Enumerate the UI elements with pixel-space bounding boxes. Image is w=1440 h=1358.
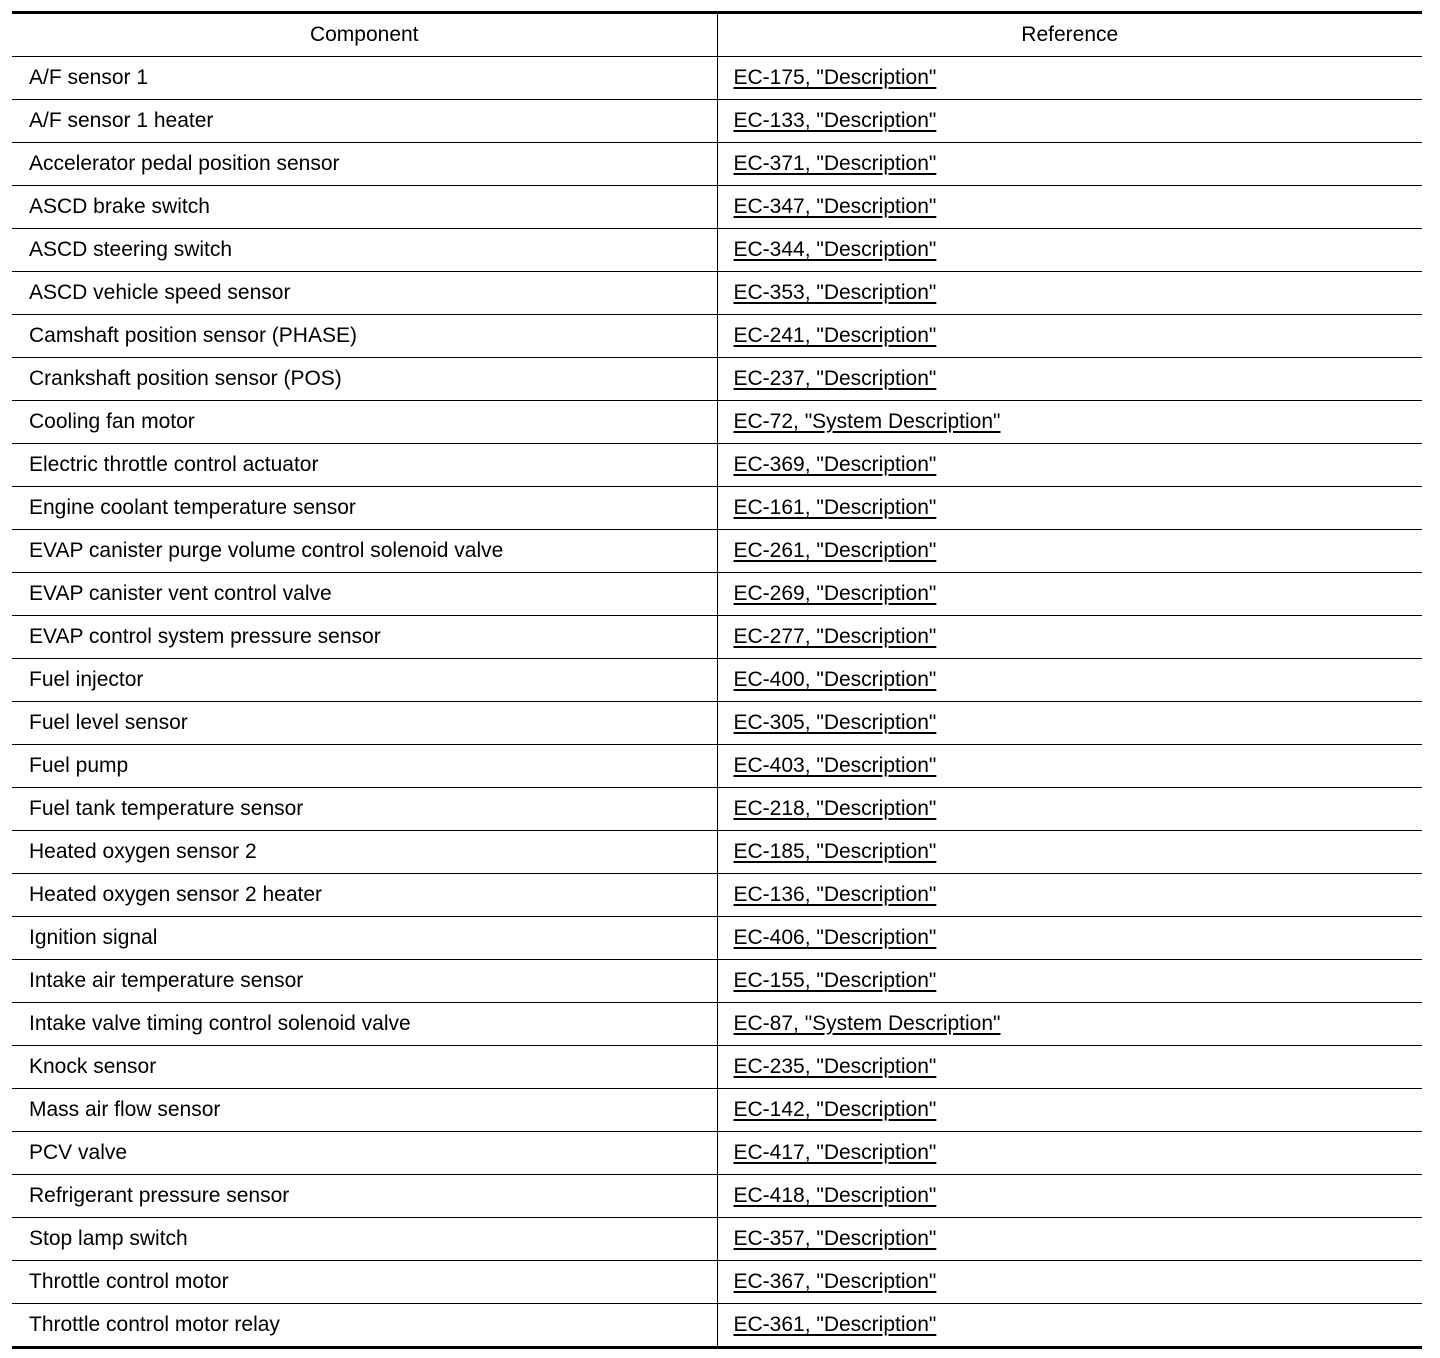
component-cell: Knock sensor [12,1046,717,1089]
reference-link[interactable]: EC-218, "Description" [733,797,937,820]
reference-link[interactable]: EC-72, "System Description" [733,410,1001,433]
reference-cell [717,272,1422,315]
component-cell: Crankshaft position sensor (POS) [12,358,717,401]
reference-cell [717,573,1422,616]
component-cell: Ignition signal [12,917,717,960]
reference-link[interactable]: EC-277, "Description" [733,625,937,648]
table-row [12,1175,1422,1218]
table-row [12,960,1422,1003]
table-row [12,874,1422,917]
reference-link[interactable]: EC-403, "Description" [733,754,937,777]
reference-cell [717,401,1422,444]
table-row [12,229,1422,272]
reference-cell [717,358,1422,401]
component-cell: Fuel level sensor [12,702,717,745]
component-cell: Intake valve timing control solenoid valve [12,1003,717,1046]
component-cell: ASCD steering switch [12,229,717,272]
reference-link[interactable]: EC-133, "Description" [733,109,937,132]
component-cell: EVAP canister purge volume control solenoid valve [12,530,717,573]
reference-link[interactable]: EC-357, "Description" [733,1227,937,1250]
reference-cell [717,143,1422,186]
reference-cell [717,831,1422,874]
component-cell: Accelerator pedal position sensor [12,143,717,186]
table-row [12,272,1422,315]
component-cell: Mass air flow sensor [12,1089,717,1132]
component-reference-table [12,11,1422,1349]
reference-link[interactable]: EC-269, "Description" [733,582,937,605]
table-row [12,444,1422,487]
table-row [12,573,1422,616]
reference-cell [717,960,1422,1003]
component-reference-table-container [12,11,1422,1349]
table-row [12,401,1422,444]
component-cell: A/F sensor 1 [12,57,717,100]
component-cell: ASCD brake switch [12,186,717,229]
component-cell: Stop lamp switch [12,1218,717,1261]
reference-cell [717,1089,1422,1132]
reference-cell [717,186,1422,229]
table-row [12,186,1422,229]
component-cell: Refrigerant pressure sensor [12,1175,717,1218]
reference-link[interactable]: EC-87, "System Description" [733,1012,1001,1035]
component-cell: PCV valve [12,1132,717,1175]
reference-cell [717,1261,1422,1304]
table-row [12,1132,1422,1175]
table-row [12,530,1422,573]
reference-link[interactable]: EC-136, "Description" [733,883,937,906]
table-row [12,917,1422,960]
reference-cell [717,444,1422,487]
table-row [12,1261,1422,1304]
column-header-component: Component [12,13,717,57]
reference-link[interactable]: EC-353, "Description" [733,281,937,304]
table-row [12,100,1422,143]
reference-link[interactable]: EC-185, "Description" [733,840,937,863]
table-row [12,57,1422,100]
reference-cell [717,530,1422,573]
reference-link[interactable]: EC-155, "Description" [733,969,937,992]
reference-link[interactable]: EC-418, "Description" [733,1184,937,1207]
component-cell: Fuel tank temperature sensor [12,788,717,831]
reference-cell [717,229,1422,272]
reference-link[interactable]: EC-417, "Description" [733,1141,937,1164]
table-body [12,57,1422,1348]
component-cell: Fuel injector [12,659,717,702]
component-cell: Throttle control motor [12,1261,717,1304]
table-row [12,1304,1422,1348]
table-row [12,1003,1422,1046]
reference-cell [717,1132,1422,1175]
table-row [12,616,1422,659]
component-cell: EVAP canister vent control valve [12,573,717,616]
reference-cell [717,1304,1422,1348]
table-row [12,702,1422,745]
reference-link[interactable]: EC-161, "Description" [733,496,937,519]
reference-cell [717,1046,1422,1089]
component-cell: Fuel pump [12,745,717,788]
reference-link[interactable]: EC-175, "Description" [733,66,937,89]
reference-link[interactable]: EC-237, "Description" [733,367,937,390]
reference-cell [717,100,1422,143]
column-header-reference: Reference [717,13,1422,57]
reference-cell [717,487,1422,530]
component-cell: Heated oxygen sensor 2 [12,831,717,874]
component-cell: Cooling fan motor [12,401,717,444]
reference-cell [717,659,1422,702]
table-row [12,1046,1422,1089]
component-cell: ASCD vehicle speed sensor [12,272,717,315]
reference-cell [717,1218,1422,1261]
reference-cell [717,874,1422,917]
component-cell: Throttle control motor relay [29,1313,280,1336]
reference-link[interactable]: EC-371, "Description" [733,152,937,175]
component-cell: A/F sensor 1 heater [12,100,717,143]
reference-link[interactable]: EC-344, "Description" [733,238,937,261]
component-cell: Electric throttle control actuator [12,444,717,487]
table-row [12,659,1422,702]
table-row [12,1218,1422,1261]
component-cell: Camshaft position sensor (PHASE) [12,315,717,358]
reference-link[interactable]: EC-261, "Description" [733,539,937,562]
table-header-row [12,13,1422,57]
component-cell: Intake air temperature sensor [12,960,717,1003]
table-row [12,1089,1422,1132]
reference-link[interactable]: EC-235, "Description" [733,1055,937,1078]
component-cell: EVAP control system pressure sensor [12,616,717,659]
reference-link[interactable]: EC-367, "Description" [733,1270,937,1293]
component-cell: Engine coolant temperature sensor [12,487,717,530]
reference-cell [717,745,1422,788]
reference-link[interactable]: EC-347, "Description" [733,195,937,218]
reference-cell [717,702,1422,745]
reference-cell [717,1175,1422,1218]
reference-cell [717,315,1422,358]
table-row [12,745,1422,788]
reference-link[interactable]: EC-361, "Description" [733,1313,937,1336]
component-cell: Heated oxygen sensor 2 heater [12,874,717,917]
table-row [12,788,1422,831]
reference-link[interactable]: EC-400, "Description" [733,668,937,691]
reference-link[interactable]: EC-406, "Description" [733,926,937,949]
reference-link[interactable]: EC-305, "Description" [733,711,937,734]
table-row [12,831,1422,874]
table-row [12,358,1422,401]
reference-cell [717,616,1422,659]
reference-cell [717,788,1422,831]
table-row [12,143,1422,186]
reference-link[interactable]: EC-241, "Description" [733,324,937,347]
table-row [12,315,1422,358]
reference-cell [717,57,1422,100]
reference-cell [717,1003,1422,1046]
reference-link[interactable]: EC-369, "Description" [733,453,937,476]
table-row [12,487,1422,530]
reference-link[interactable]: EC-142, "Description" [733,1098,937,1121]
reference-cell [717,917,1422,960]
